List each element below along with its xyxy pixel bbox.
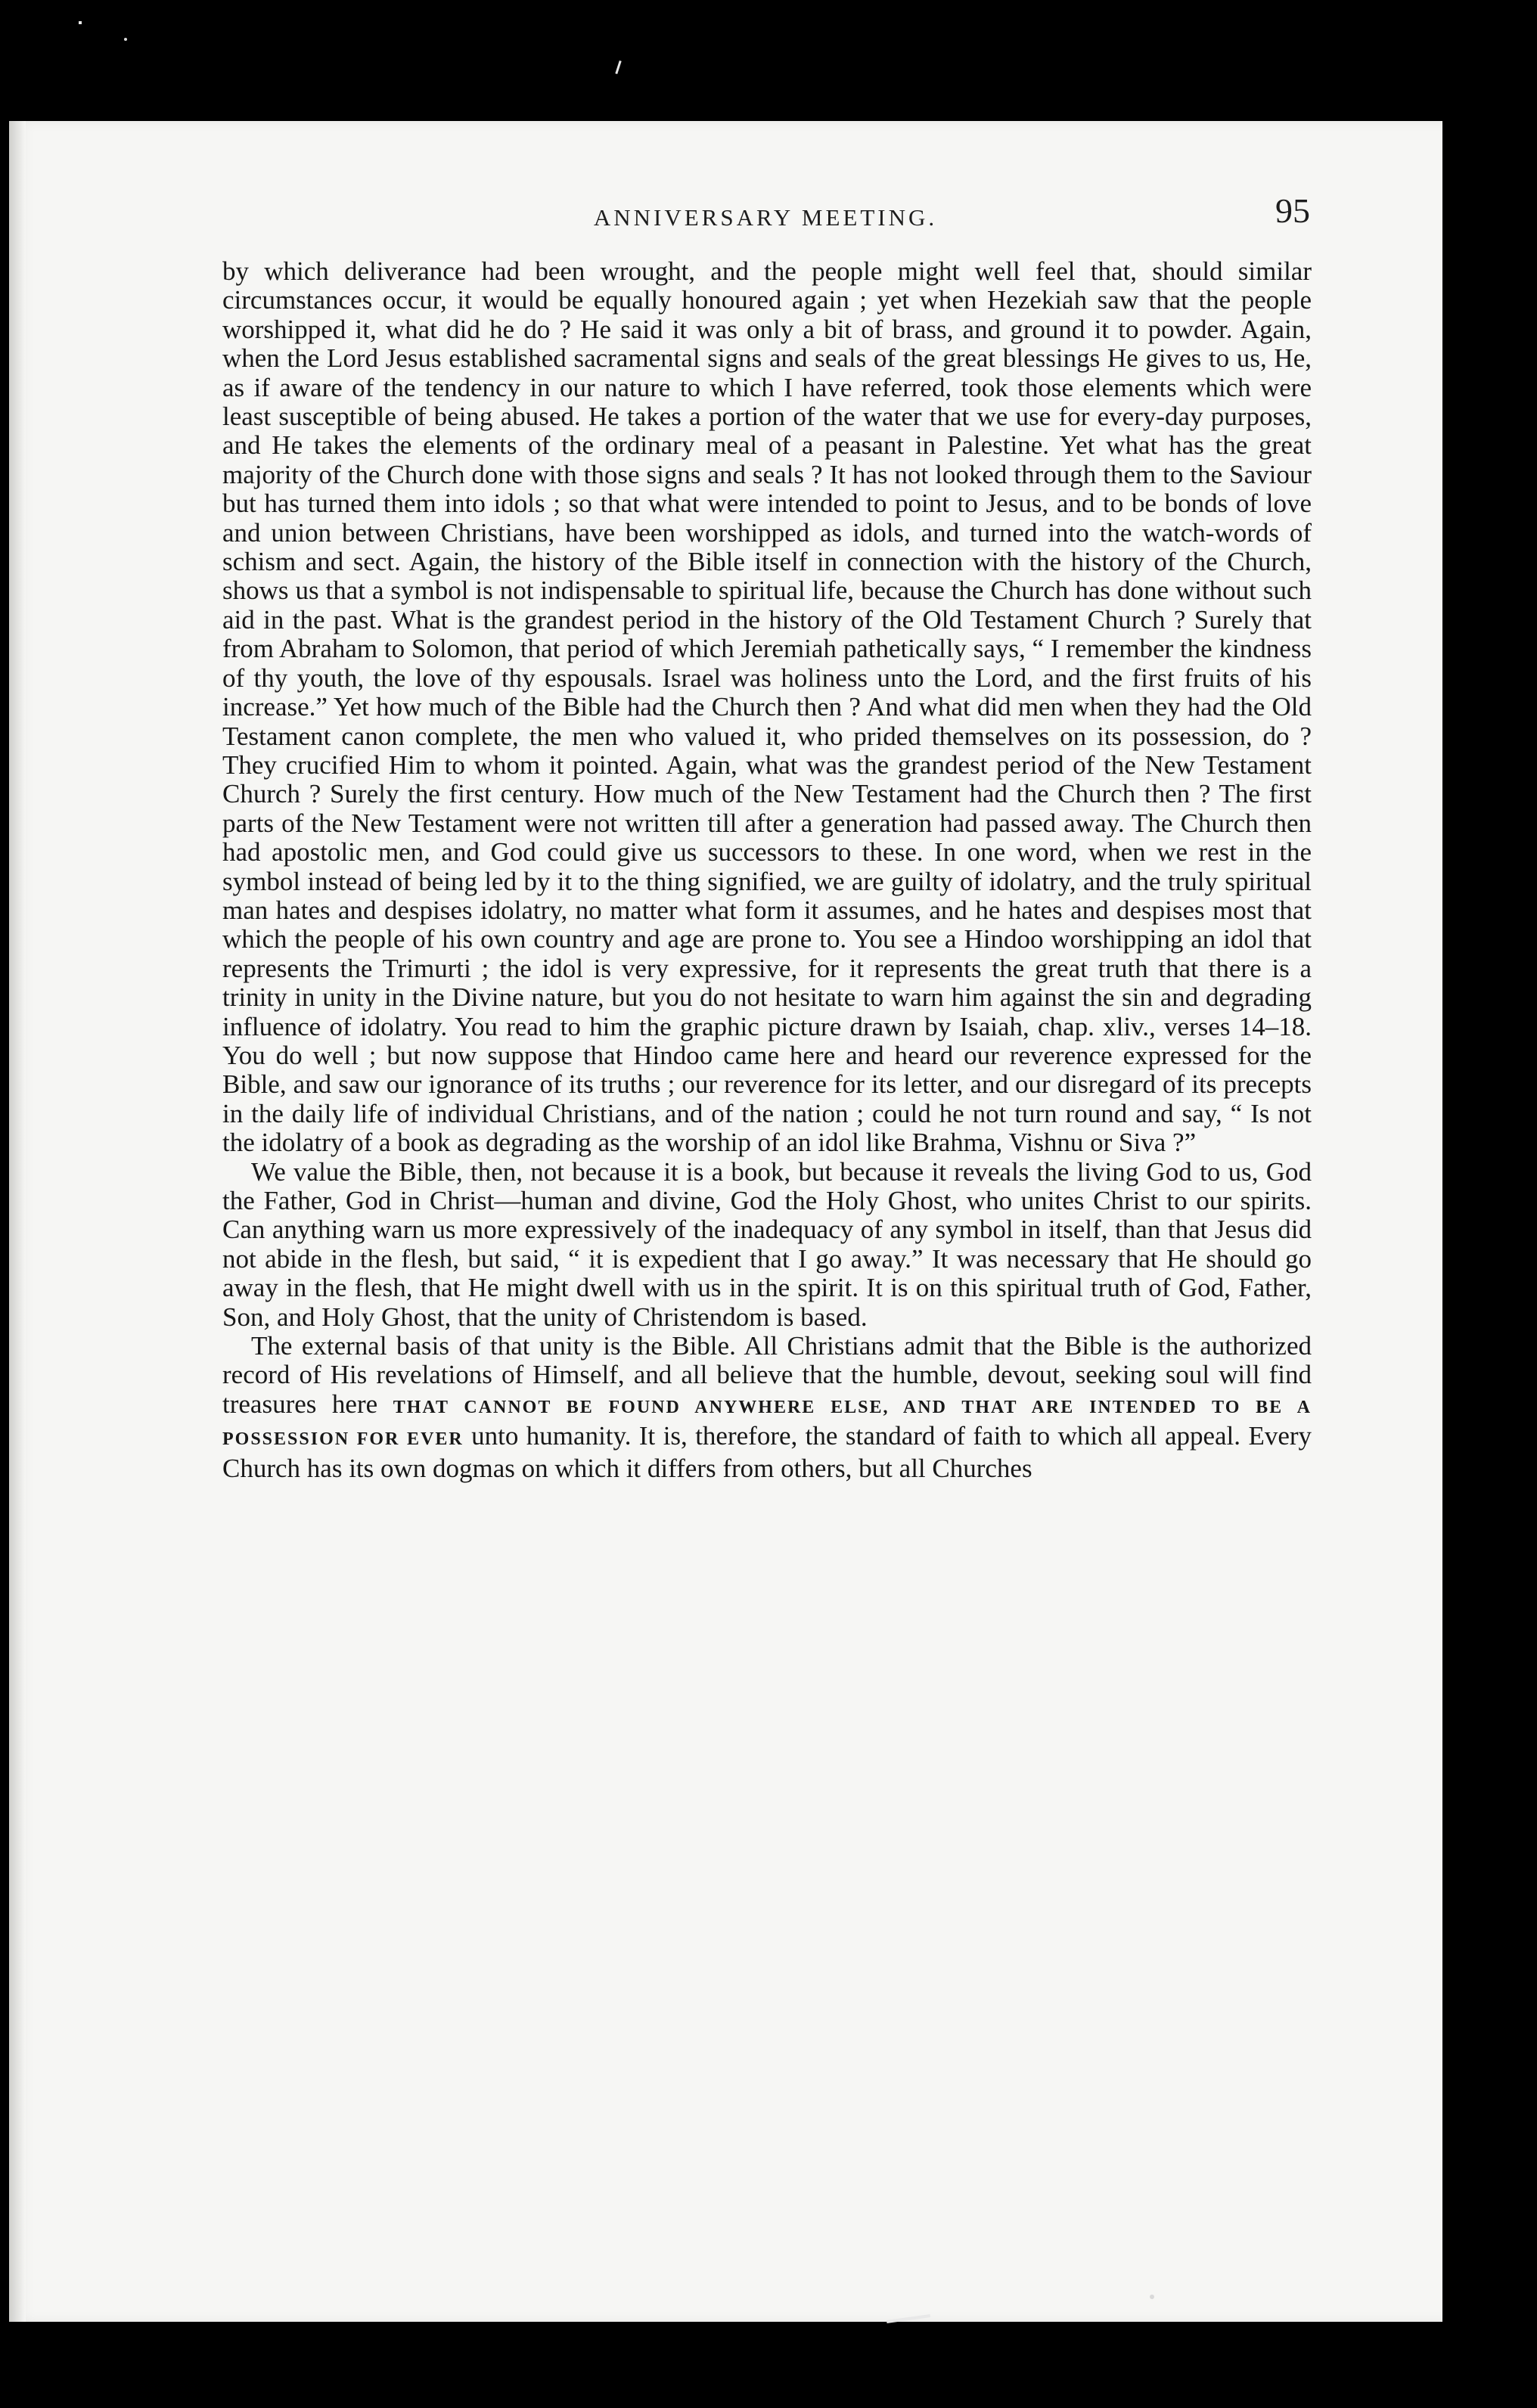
- scan-speck: [1150, 2295, 1154, 2299]
- page-header: [221, 188, 1310, 240]
- paragraph-3: [222, 1332, 1312, 1483]
- paragraph-3-text-before: The external basis of that unity is the Bible. All Christians admit that the Bible is the authorized record of His revelations of Himself, and all believe that the humble, devout, seeking soul will find treasures here: [222, 1331, 1312, 1419]
- page-number: 95: [1275, 191, 1310, 230]
- paragraph-2: We value the Bible, then, not because it is a book, but because it reveals the living God to us, God the Father, God in Christ—human and divine, God the Holy Ghost, who unites Christ to our spirits. Can anything warn us more expressively of the inadequacy of any symbol in itself, than that Jesus did not abide in the flesh, but said, “ it is expedient that I go away.” It was necessary that He should go away in the flesh, that He might dwell with us in the spirit. It is on this spiritual truth of God, Father, Son, and Holy Ghost, that the unity of Christendom is based.: [222, 1156, 1312, 1332]
- paragraph-3-smallcaps: THAT CANNOT BE FOUND ANYWHERE ELSE, AND THAT ARE INTENDED TO BE A POSSESSION FOR EVER: [222, 1397, 1312, 1450]
- scan-mark: [79, 21, 82, 24]
- scan-speck: [124, 38, 127, 41]
- running-head: ANNIVERSARY MEETING.: [593, 204, 938, 231]
- body-text: [222, 257, 1312, 1483]
- scan-mark: [615, 61, 621, 74]
- page-gutter-shadow: [9, 121, 26, 2322]
- paragraph-3-text-after: unto humanity. It is, therefore, the standard of faith to which all appeal. Every Church has its own dogmas on which it differs from others, but all Churches: [222, 1421, 1312, 1483]
- book-page: [9, 121, 1442, 2322]
- paragraph-1: by which deliverance had been wrought, and the people might well feel that, should similar circumstances occur, it would be equally honoured again ; yet when Hezekiah saw that the people worshipped it, what did he do ? He said it was only a bit of brass, and ground it to powder. Again, when the Lord Jesus established sacramental signs and seals of the great blessings He gives to us, He, as if aware of the tendency in our nature to which I have referred, took those elements which were least susceptible of being abused. He takes a portion of the water that we use for every-day purposes, and He takes the elements of the ordinary meal of a peasant in Palestine. Yet what has the great majority of the Church done with those signs and seals ? It has not looked through them to the Saviour but has turned them into idols ; so that what were intended to point to Jesus, and to be bonds of love and union between Christians, have been worshipped as idols, and turned into the watch-words of schism and sect. Again, the history of the Bible itself in connection with the history of the Church, shows us that a symbol is not indispensable to spiritual life, because the Church has done without such aid in the past. What is the grandest period in the history of the Old Testament Church ? Surely that from Abraham to Solomon, that period of which Jeremiah pathetically says, “ I remember the kindness of thy youth, the love of thy espousals. Israel was holiness unto the Lord, and the first fruits of his increase.” Yet how much of the Bible had the Church then ? And what did men when they had the Old Testament canon complete, the men who valued it, who prided themselves on its possession, do ? They crucified Him to whom it pointed. Again, what was the grandest period of the New Testament Church ? Surely the first century. How much of the New Testament had the Church then ? The first parts of the New Testament were not written till after a generation had passed away. The Church then had apostolic men, and God could give us successors to these. In one word, when we rest in the symbol instead of being led by it to the thing signified, we are guilty of idolatry, and the truly spiritual man hates and despises idolatry, no matter what form it assumes, and he hates and despises most that which the people of his own country and age are prone to. You see a Hindoo worshipping an idol that represents the Trimurti ; the idol is very expressive, for it represents the great truth that there is a trinity in unity in the Divine nature, but you do not hesitate to warn him against the sin and degrading influence of idolatry. You read to him the graphic picture drawn by Isaiah, chap. xliv., verses 14–18. You do well ; but now suppose that Hindoo came here and heard our reverence expressed for the Bible, and saw our ignorance of its truths ; our reverence for its letter, and our disregard of its precepts in the daily life of individual Christians, and of the nation ; could he not turn round and say, “ Is not the idolatry of a book as degrading as the worship of an idol like Brahma, Vishnu or Siva ?”: [222, 256, 1312, 1158]
